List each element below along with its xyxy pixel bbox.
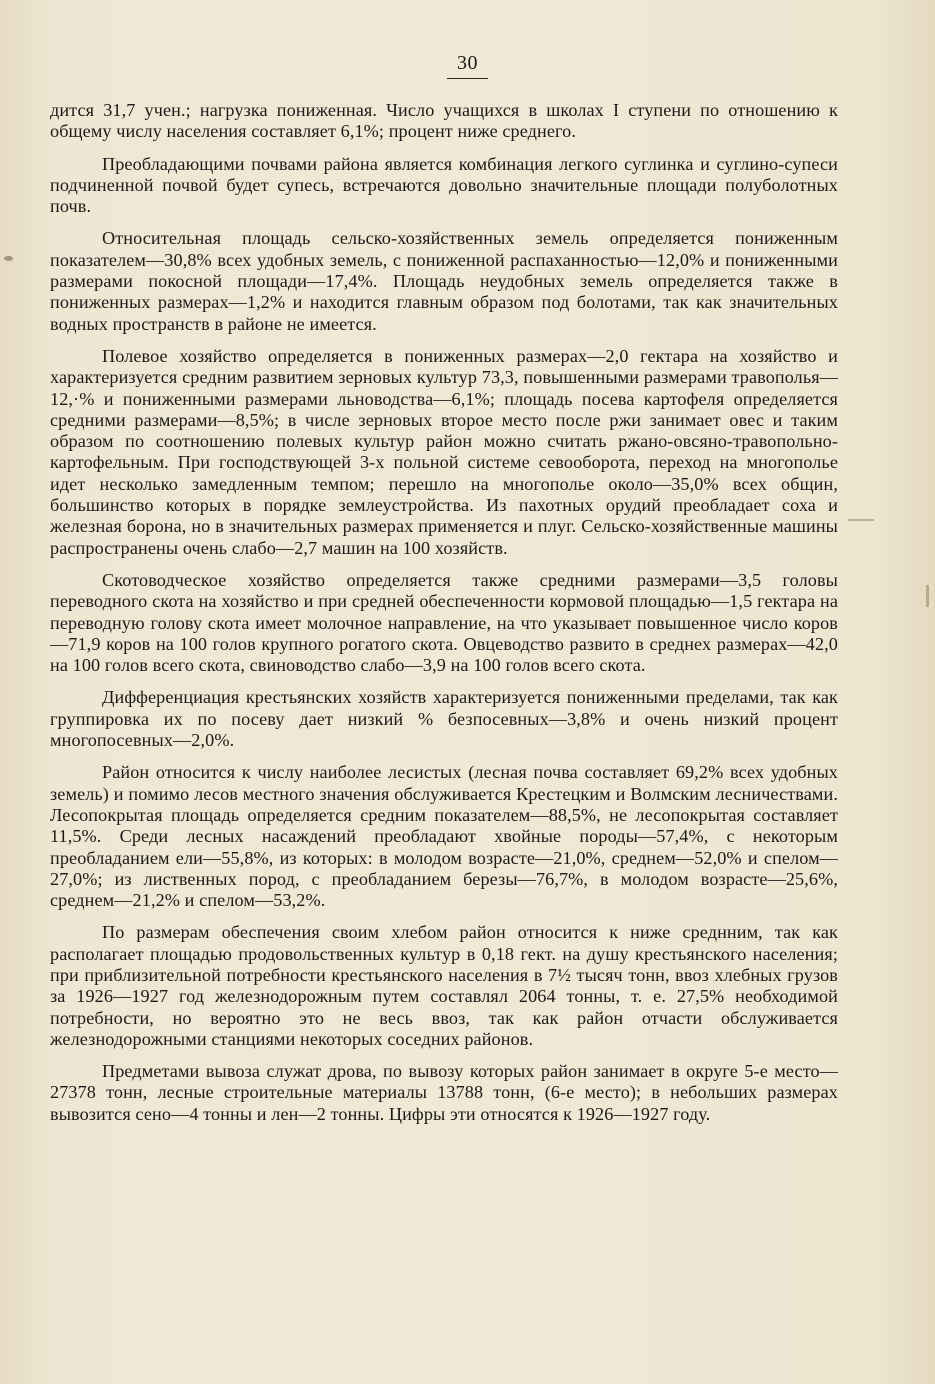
paragraph-forests: Район относится к числу наиболее лесистых (лесная почва составляет 69,2% всех удобных земель) и помимо лесов местного значения обслуживается Крестецким и Волмским лесничествами. Лесопокрытая площадь определяется средним показателем—88,5%, не лесопокрытая составляет 11,5%. Среди лесных насаждений преобладают хвойные породы—57,4%, с некоторым преобладанием ели—55,8%, из которых: в молодом возрасте—21,0%, среднем—52,0% и спелом—27,0%; из лиственных пород, с преобладанием березы—76,7%, в молодом возрасте—25,6%, среднем—21,2% и спелом—53,2%. <box>50 762 838 911</box>
paragraph-exports: Предметами вывоза служат дрова, по вывозу которых район занимает в округе 5-е место—27378 тонн, лесные строительные материалы 13788 тонн, (6-е место); в небольших размерах вывозится сено—4 тонны и лен—2 тонны. Цифры эти относятся к 1926—1927 году. <box>50 1061 838 1124</box>
paragraph-field-farming: Полевое хозяйство определяется в пониженных размерах—2,0 гектара на хозяйство и характеризуется средним развитием зерновых культур 73,3, повышенными размерами травополья—12,·% и пониженными размерами льноводства—6,1%; площадь посева картофеля определяется средними размерами—8,5%; в числе зерновых второе место после ржи занимает овес и таким образом по соотношению полевых культур район можно считать ржано-овсяно-травопольно-картофельным. При господствующей 3-х польной системе севооборота, переход на многополье идет несколько замедленным темпом; перешло на многополье около—35,0% всех общин, большинство которых в порядке землеустройства. Из пахотных орудий преобладает соха и железная борона, но в значительных размерах применяется и плуг. Сельско-хозяйственные машины распространены очень слабо—2,7 машин на 100 хозяйств. <box>50 345 838 558</box>
paragraph-differentiation: Дифференциация крестьянских хозяйств характеризуется пониженными пределами, так как группировка их по посеву дает низкий % безпосевных—3,8% и очень низкий процент многопосевных—2,0%. <box>50 687 838 751</box>
paragraph-agricultural-land: Относительная площадь сельско-хозяйственных земель определяется пониженным показателем—30,8% всех удобных земель, с пониженной распаханностью—12,0% и пониженными размерами покосной площади—17,4%. Площадь неудобных земель определяется также в пониженных размерах—1,2% и находится главным образом под болотами, так как значительных водных пространств в районе не имеется. <box>50 228 838 334</box>
body-text <box>50 100 838 1136</box>
paragraph-livestock: Скотоводческое хозяйство определяется также средними размерами—3,5 головы переводного скота на хозяйство и при средней обеспеченности кормовой площадью—1,5 гектара на переводную голову скота имеет молочное направление, на что указывает повышенное число коров—71,9 коров на 100 голов крупного рогатого скота. Овцеводство развито в среднех размерах—42,0 на 100 голов всего скота, свиноводство слабо—3,9 на 100 голов всего скота. <box>50 569 838 676</box>
edge-mark <box>848 519 874 521</box>
ink-speck <box>4 256 13 261</box>
paragraph-grain-supply: По размерам обеспечения своим хлебом район относится к ниже среднним, так как располагает площадью продовольственных культур в 0,18 гект. на душу крестьянского населения; при приблизительной потребности крестьянского населения в 7½ тысяч тонн, ввоз хлебных грузов за 1926—1927 год железнодорожным путем составлял 2064 тонны, т. е. 27,5% необходимой потребности, но вероятно это не весь ввоз, так как район отчасти обслуживается железнодорожными станциями некоторых соседних районов. <box>50 922 838 1049</box>
page-header <box>0 52 935 79</box>
edge-mark <box>926 585 929 607</box>
paragraph-soils: Преобладающими почвами района является комбинация легкого суглинка и суглино-супеси подчиненной почвой будет супесь, встречаются довольно значительные площади полуболотных почв. <box>50 153 838 217</box>
page-number: 30 <box>447 52 488 79</box>
paragraph-schools: дится 31,7 учен.; нагрузка пониженная. Число учащихся в школах I ступени по отношению к общему числу населения составляет 6,1%; процент ниже среднего. <box>50 100 838 142</box>
